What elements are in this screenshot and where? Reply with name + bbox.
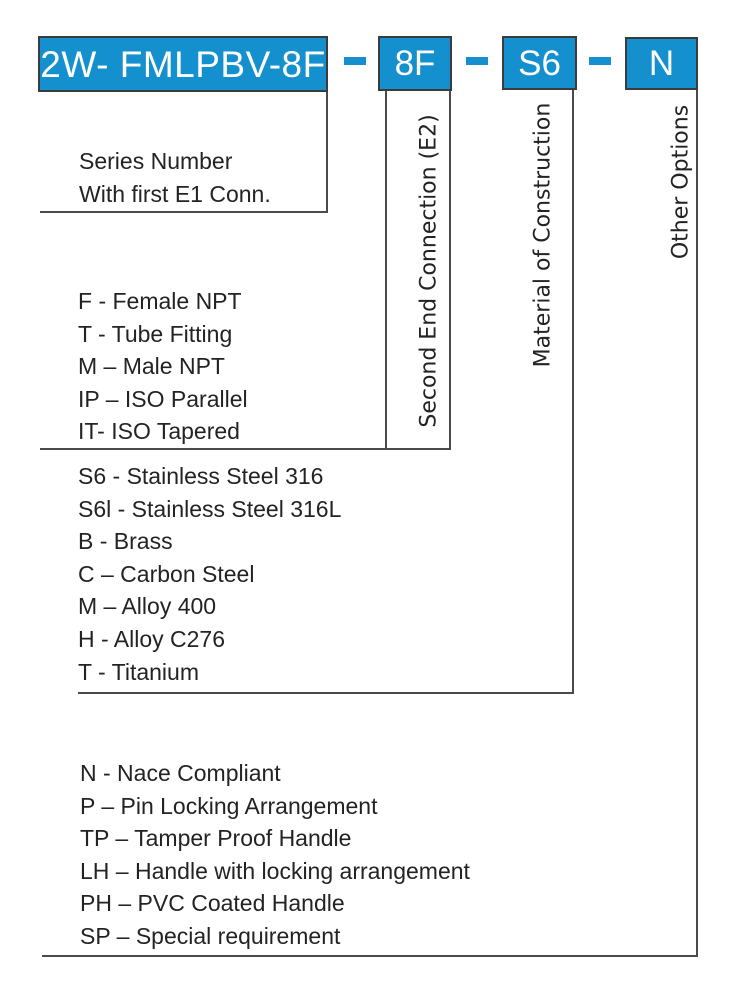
- list-item: T - Tube Fitting: [78, 320, 233, 347]
- material-options-list: [78, 460, 341, 688]
- list-item: F - Female NPT: [78, 288, 242, 314]
- list-item: M – Alloy 400: [78, 593, 217, 620]
- second-end-underline: [40, 448, 451, 450]
- second-end-vertical-label: Second End Connection (E2): [416, 114, 442, 428]
- code-segment-material-text: S6: [518, 43, 561, 83]
- list-item: B - Brass: [78, 528, 173, 555]
- code-segment-options-box: [625, 37, 698, 90]
- series-callout-underline: [40, 211, 328, 213]
- material-vertical-label: Material of Construction: [530, 102, 556, 368]
- code-segment-options-text: N: [648, 44, 675, 83]
- other-options-vertical-label: Other Options: [668, 104, 694, 260]
- series-label-line-1: Series Number: [79, 148, 233, 174]
- code-segment-e2-text: 8F: [394, 44, 436, 83]
- list-item: LH – Handle with locking arrangement: [80, 857, 470, 884]
- list-item: P – Pin Locking Arrangement: [80, 792, 378, 819]
- list-item: PH – PVC Coated Handle: [80, 890, 345, 917]
- list-item: IP – ISO Parallel: [78, 385, 248, 412]
- code-segment-e2-box: [378, 36, 452, 91]
- second-end-right-vline: [449, 91, 451, 450]
- material-underline: [78, 692, 574, 694]
- list-item: SP – Special requirement: [80, 922, 341, 949]
- code-separator-dash: [466, 57, 488, 65]
- series-callout-label: [79, 145, 271, 210]
- other-options-list: [80, 757, 470, 953]
- other-options-vline: [696, 90, 698, 957]
- list-item: C – Carbon Steel: [78, 560, 255, 587]
- material-vline: [572, 90, 574, 694]
- code-segment-material-box: [502, 36, 577, 90]
- second-end-left-vline: [385, 91, 387, 450]
- list-item: T - Titanium: [78, 658, 199, 685]
- other-options-underline: [42, 955, 698, 957]
- list-item: M – Male NPT: [78, 353, 225, 380]
- code-separator-dash: [344, 57, 366, 65]
- second-end-options-list: [78, 285, 248, 448]
- list-item: S6l - Stainless Steel 316L: [78, 495, 342, 522]
- code-segment-series-box: [38, 36, 328, 92]
- series-callout-vline: [326, 92, 328, 213]
- series-label-line-2: With first E1 Conn.: [79, 180, 271, 207]
- list-item: IT- ISO Tapered: [78, 418, 240, 445]
- list-item: TP – Tamper Proof Handle: [80, 825, 352, 852]
- list-item: S6 - Stainless Steel 316: [78, 463, 324, 489]
- code-segment-series-text: 2W- FMLPBV-8F: [40, 43, 326, 85]
- list-item: H - Alloy C276: [78, 625, 226, 652]
- code-separator-dash: [589, 57, 611, 65]
- list-item: N - Nace Compliant: [80, 760, 281, 786]
